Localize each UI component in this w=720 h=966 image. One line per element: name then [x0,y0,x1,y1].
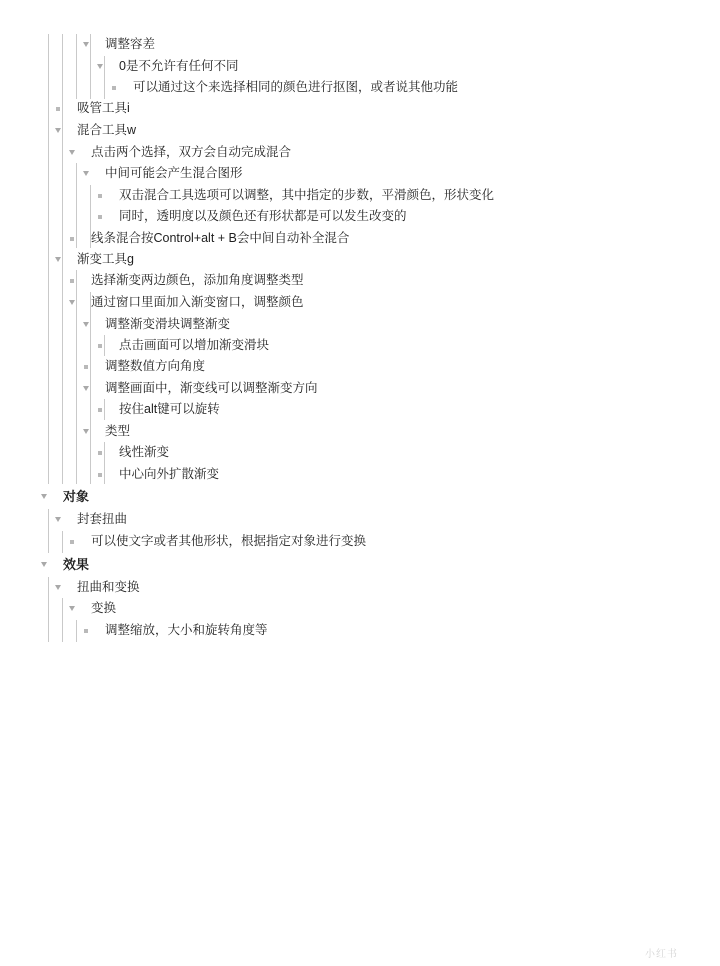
watermark: 小红书 [645,949,678,960]
list-item-text: 线条混合按Control+alt + B会中间自动补全混合 [91,231,350,245]
list-item-text: 按住alt键可以旋转 [119,402,220,416]
indent-guide-line [62,531,63,553]
list-item-text: 中心向外扩散渐变 [119,467,220,481]
bullet-square-icon [67,228,77,249]
bullet-square-icon [95,206,105,227]
list-item-text: 点击两个选择，双方会自动完成混合 [91,145,292,159]
collapse-triangle-icon[interactable] [67,142,77,163]
list-item-text: 调整缩放，大小和旋转角度等 [105,623,268,637]
indent-guide-line [76,34,77,99]
list-item-text: 同时，透明度以及颜色还有形状都是可以发生改变的 [119,209,407,223]
bullet-square-icon [67,270,77,291]
collapse-triangle-icon[interactable] [81,421,91,442]
indent-guide-line [76,620,77,642]
list-item-text: 0是不允许有任何不同 [119,59,239,73]
list-item-text: 调整渐变滑块调整渐变 [105,317,231,331]
list-item-text: 通过窗口里面加入渐变窗口，调整颜色 [91,295,304,309]
bullet-square-icon [95,185,105,206]
collapse-triangle-icon[interactable] [67,292,77,313]
indent-guide-line [62,598,63,642]
list-item-text: 可以通过这个来选择相同的颜色进行抠图，或者说其他功能 [133,80,459,94]
list-item-text: 渐变工具g [77,252,134,266]
bullet-square-icon [81,356,91,377]
indent-guide-line [48,577,49,642]
list-item-text: 调整数值方向角度 [105,359,206,373]
collapse-triangle-icon[interactable] [53,120,63,141]
collapse-triangle-icon[interactable] [81,378,91,399]
list-item-text: 对象 [63,489,90,504]
list-item-text: 调整容差 [105,37,156,51]
collapse-triangle-icon[interactable] [53,577,63,598]
bullet-square-icon [67,531,77,552]
bullet-square-icon [95,442,105,463]
list-item-text: 封套扭曲 [77,512,128,526]
list-item-text: 双击混合工具选项可以调整，其中指定的步数，平滑颜色，形状变化 [119,188,495,202]
list-item-text: 类型 [105,424,131,438]
list-item-text: 吸管工具i [77,101,130,115]
indent-guide-line [48,509,49,553]
list-item-text: 效果 [63,557,90,572]
bullet-square-icon [95,399,105,420]
list-item-text: 线性渐变 [119,445,170,459]
collapse-triangle-icon[interactable] [81,34,91,55]
list-item-text: 点击画面可以增加渐变滑块 [119,338,270,352]
bullet-square-icon [95,335,105,356]
collapse-triangle-icon[interactable] [53,509,63,530]
collapse-triangle-icon[interactable] [95,56,105,77]
collapse-triangle-icon[interactable] [81,314,91,335]
collapse-triangle-icon[interactable] [67,598,77,619]
list-item-text: 选择渐变两边颜色，添加角度调整类型 [91,273,304,287]
collapse-triangle-icon[interactable] [53,249,63,270]
indent-guide-line [48,34,49,484]
list-item-text: 变换 [91,601,117,615]
bullet-square-icon [95,464,105,485]
list-item-text: 扭曲和变换 [77,580,140,594]
list-item-text: 混合工具w [77,123,137,137]
bullet-square-icon [109,77,119,98]
list-item-text: 调整画面中，渐变线可以调整渐变方向 [105,381,318,395]
list-item-text: 中间可能会产生混合图形 [105,166,243,180]
collapse-triangle-icon[interactable] [39,554,49,575]
list-item-text: 可以使文字或者其他形状，根据指定对象进行变换 [91,534,367,548]
collapse-triangle-icon[interactable] [39,486,49,507]
collapse-triangle-icon[interactable] [81,163,91,184]
bullet-square-icon [81,620,91,641]
bullet-square-icon [53,98,63,119]
